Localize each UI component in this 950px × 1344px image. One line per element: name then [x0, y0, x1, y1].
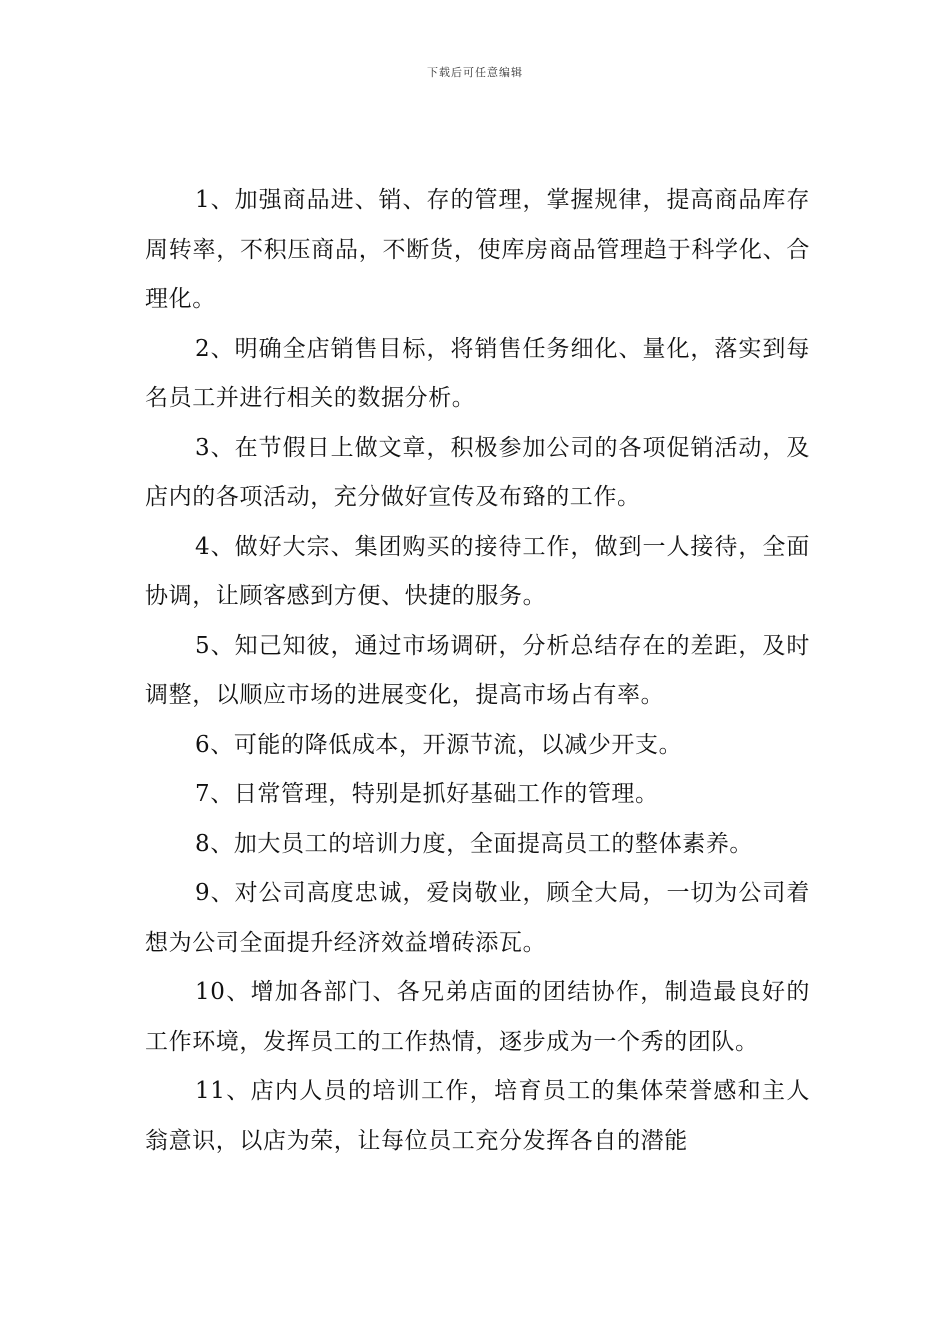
paragraph-7: 7、日常管理，特别是抓好基础工作的管理。 [195, 781, 659, 807]
paragraph-6: 6、可能的降低成本，开源节流，以减少开支。 [195, 731, 683, 758]
page-header: 下载后可任意编辑 [427, 66, 523, 79]
paragraph-1: 1、加强商品进、销、存的管理，掌握规律，提高商品库存周转率，不积压商品，不断货，使库房商品管理趋于科学化、合理化。 [145, 187, 810, 312]
paragraph-8: 8、加大员工的培训力度，全面提高员工的整体素养。 [195, 830, 754, 857]
paragraph-9: 9、对公司高度忠诚，爱岗敬业，顾全大局，一切为公司着想为公司全面提升经济效益增砖添瓦。 [145, 880, 810, 956]
paragraph-11: 11、店内人员的培训工作，培育员工的集体荣誉感和主人翁意识，以店为荣，让每位员工充分发挥各自的潜能 [145, 1078, 810, 1154]
paragraph-2: 2、明确全店销售目标，将销售任务细化、量化，落实到每名员工并进行相关的数据分析。 [145, 335, 810, 411]
paragraph-3: 3、在节假日上做文章，积极参加公司的各项促销活动，及店内的各项活动，充分做好宣传及布臵的工作。 [145, 434, 810, 510]
paragraph-4: 4、做好大宗、集团购买的接待工作，做到一人接待，全面协调，让顾客感到方便、快捷的服务。 [145, 533, 810, 609]
document-body [145, 176, 810, 1166]
paragraph-5: 5、知己知彼，通过市场调研，分析总结存在的差距，及时调整，以顺应市场的进展变化，提高市场占有率。 [145, 632, 810, 708]
paragraph-10: 10、增加各部门、各兄弟店面的团结协作，制造最良好的工作环境，发挥员工的工作热情，逐步成为一个秀的团队。 [145, 979, 810, 1055]
